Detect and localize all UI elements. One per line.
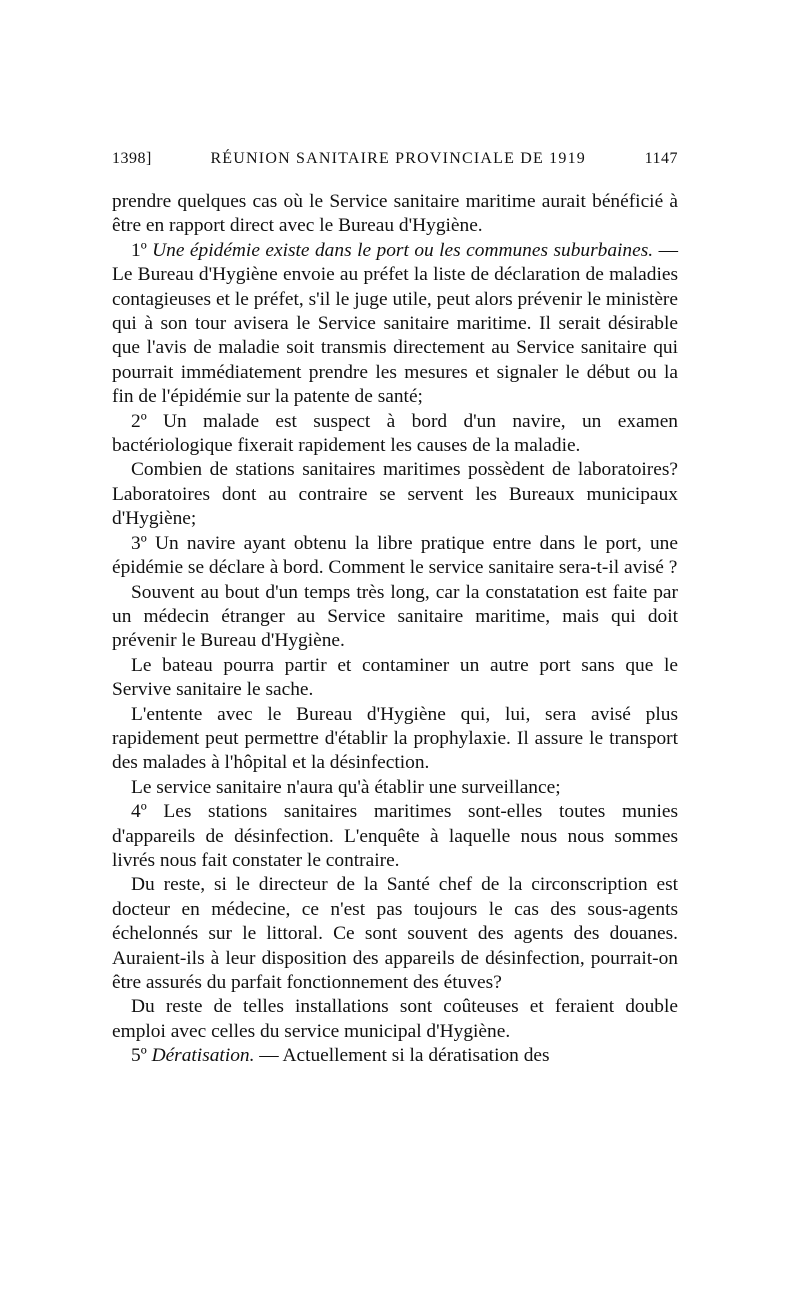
paragraph: 2º Un malade est suspect à bord d'un navire, un examen bactériologique fixerait rapidement les causes de la maladie. <box>112 410 678 457</box>
paragraph: Du reste de telles installations sont coûteuses et feraient double emploi avec celles du service municipal d'Hygiène. <box>112 996 678 1042</box>
paragraph: 3º Un navire ayant obtenu la libre pratique entre dans le port, une épidémie se déclare à bord. Comment le service sanitaire sera-t-il avisé ? <box>112 532 678 579</box>
paragraph: Le service sanitaire n'aura qu'à établir une surveillance; <box>131 776 561 798</box>
paragraph: L'entente avec le Bureau d'Hygiène qui, lui, sera avisé plus rapidement peut permettre d'établir la prophylaxie. Il assure le transport des malades à l'hôpital et la désinfection. <box>112 703 678 774</box>
paragraph: Le bateau pourra partir et contaminer un autre port sans que le Servive sanitaire le sache. <box>112 654 678 701</box>
paragraph: Du reste, si le directeur de la Santé chef de la circonscription est docteur en médecine, ce n'est pas toujours le cas des sous-agents échelonnés sur le littoral. Ce sont souvent des agents des douanes. Auraient-ils à leur disposition des appareils de désinfection, pourrait-on être assurés du parfait fonctionnement des étuves? <box>112 874 678 993</box>
paragraph: 5º Dératisation. — Actuellement si la dératisation des <box>131 1045 550 1067</box>
book-page <box>112 150 678 1069</box>
page-ref-left: 1398] <box>112 150 152 167</box>
paragraph: prendre quelques cas où le Service sanitaire maritime aurait bénéficié à être en rapport direct avec le Bureau d'Hygiène. <box>112 191 678 237</box>
body-text <box>112 190 678 1069</box>
paragraph: Combien de stations sanitaires maritimes possèdent de laboratoires? Laboratoires dont au contraire se servent les Bureaux municipaux d'Hygiène; <box>112 459 678 530</box>
italic-heading: Une épidémie existe dans le port ou les communes suburbaines. <box>152 239 654 261</box>
italic-heading: Dératisation. <box>151 1045 255 1067</box>
paragraph: Souvent au bout d'un temps très long, car la constatation est faite par un médecin étranger au Service sanitaire maritime, mais qui doit prévenir le Bureau d'Hygiène. <box>112 581 678 652</box>
page-number: 1147 <box>644 150 678 167</box>
paragraph: 4º Les stations sanitaires maritimes sont-elles toutes munies d'appareils de désinfection. L'enquête à laquelle nous nous sommes livrés nous fait constater le contraire. <box>112 801 678 871</box>
running-header <box>112 150 678 182</box>
running-title: RÉUNION SANITAIRE PROVINCIALE DE 1919 <box>210 150 586 167</box>
paragraph: 1º Une épidémie existe dans le port ou les communes suburbaines. — Le Bureau d'Hygiène envoie au préfet la liste de déclaration de maladies contagieuses et le préfet, s'il le juge utile, peut alors prévenir le ministère qui à son tour avisera le Service sanitaire maritime. Il serait désirable que l'avis de maladie soit transmis directement au Service sanitaire qui pourrait immédiatement prendre les mesures et signaler le début ou la fin de l'épidémie sur la patente de santé; <box>112 239 678 408</box>
